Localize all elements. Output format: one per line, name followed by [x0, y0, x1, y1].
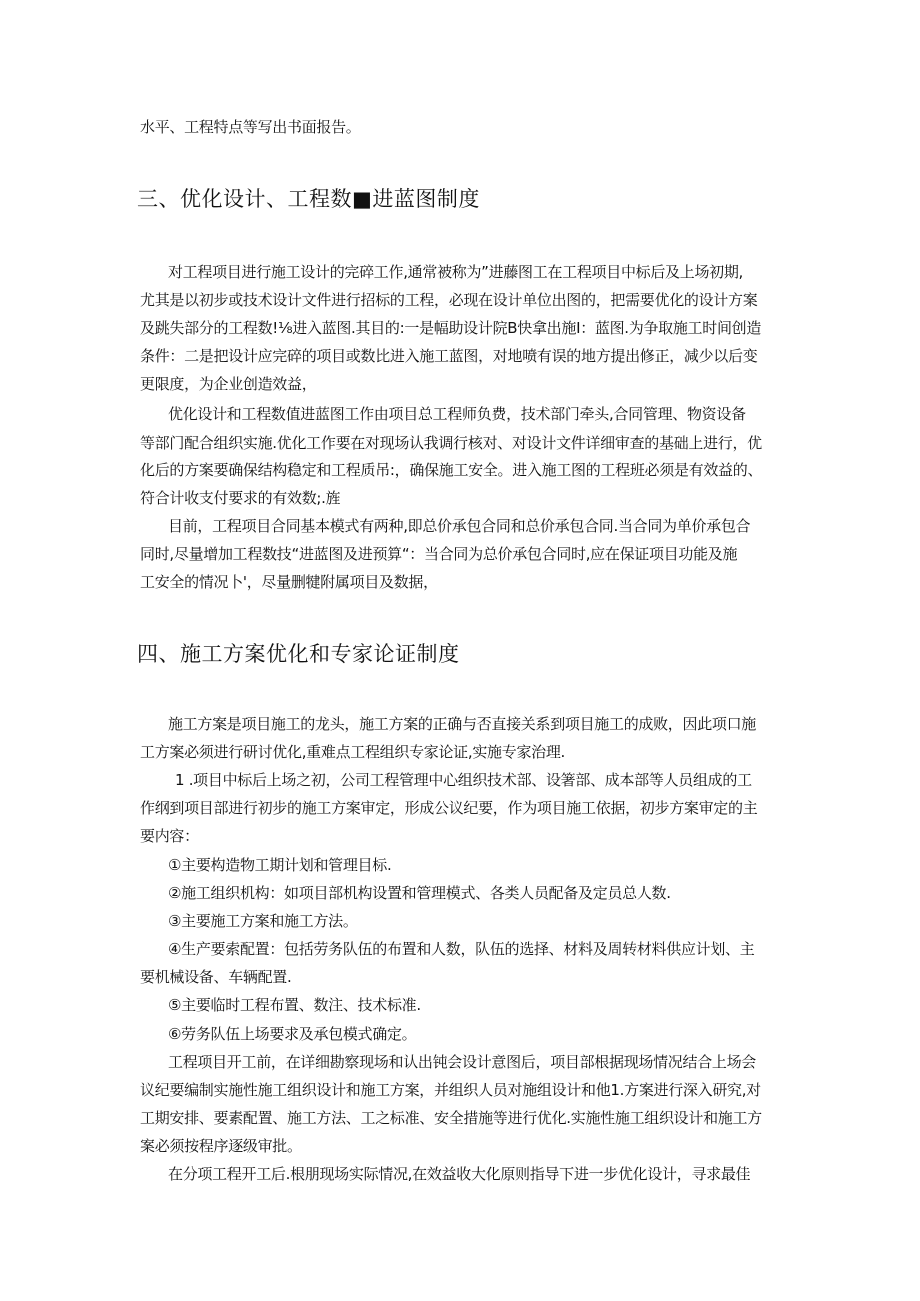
paragraph-line: 同时,尽量增加工程数技“进蓝图及进预算“：当合同为总价承包合同时,应在保证项目功能及施	[140, 545, 738, 563]
paragraph-line: 等部门配合组织实施.优化工作要在对现场认我调行核对、对设计文件详细审查的基础上进行，优	[140, 434, 762, 452]
paragraph-line: 尤其是以初步或技术设计文件进行招标的工程，必现在设计单位出图的，把需要优化的设计方案	[140, 291, 758, 309]
section-4-heading: 四、施工方案优化和专家论证制度	[137, 642, 460, 666]
list-item: ②施工组织机构：如项目部机构设置和管理模式、各类人员配备及定员总人数.	[168, 884, 671, 902]
list-item: ⑤主要临时工程布置、数注、技术标准.	[168, 996, 421, 1014]
list-item: ④生产要索配置：包括劳务队伍的布置和人数，队伍的选择、材料及周转材料供应计划、主	[168, 940, 755, 958]
paragraph-line: 案必须按程序逐级审批。	[140, 1137, 302, 1155]
paragraph-line: 作纲到项目部进行初步的施工方案审定，形成公议纪要，作为项目施工依据，初步方案审定的主	[140, 799, 758, 817]
paragraph-line: 要内容：	[140, 827, 199, 845]
paragraph-line: 施工方案是项目施工的龙头，施工方案的正确与否直接关系到项目施工的成败，因此项口施	[168, 715, 757, 733]
list-item: ③主要施工方案和施工方法。	[168, 912, 358, 930]
paragraph-line: 工安全的情况卜'，尽量删犍附属项目及数据，	[140, 573, 438, 591]
paragraph-line: 在分项工程开工后.根朋现场实际情况,在效益收大化原则指导下进一步优化设计，寻求最佳	[168, 1165, 751, 1183]
paragraph-line: 目前，工程项目合同基本模式有两种,即总价承包合同和总价承包合同.当合同为单价承包合	[168, 517, 751, 535]
list-item: ⑥劳务队伍上场要求及承包模式确定。	[168, 1025, 417, 1043]
paragraph-line: 工期安排、要素配置、施工方法、工之标准、安全措施等进行优化.实施性施工组织设计和施工方	[140, 1109, 762, 1127]
paragraph-line: 及跳失部分的工程数!⅛进入蓝图.其目的:一是幅助设计院B快拿出施I：蓝图.为争取施工时间创造	[140, 319, 762, 337]
paragraph-line: 优化设计和工程数值进蓝图工作由项目总工程师负费，技术部门牵头,合同管理、物资设备	[168, 405, 746, 423]
list-item-continuation: 要机械设备、车辆配置.	[140, 968, 292, 986]
list-item: ①主要构造物工期计划和管理目标.	[168, 856, 392, 874]
paragraph-line: 更限度，为企业创造效益，	[140, 375, 317, 393]
paragraph-line: 化后的方案要确保结构稳定和工程质吊:，确保施工安全。进入施工图的工程班必须是有效益的、	[140, 461, 763, 479]
section-3-heading: 三、优化设计、工程数■进蓝图制度	[137, 187, 480, 211]
paragraph-line: 议纪要编制实施性施工组织设计和施工方案，并组织人员对施组设计和他1.方案进行深入研究,对	[140, 1081, 761, 1099]
intro-line: 水平、工程特点等写出书面报告。	[140, 118, 361, 136]
paragraph-line: 符合计收支付要求的有效数;.旌	[140, 489, 341, 507]
paragraph-line: 1 .项目中标后上场之初，公司工程管理中心组织技术部、设箸部、成本部等人员组成的工	[175, 771, 752, 789]
paragraph-line: 条件：二是把设计应完碎的项目或数比进入施工蓝图，对地喷有误的地方提出修正，减少以后变	[140, 347, 758, 365]
paragraph-line: 工程项目开工前，在详细勘察现场和认出钝会设计意图后，项目部根据现场情况结合上场会	[168, 1053, 757, 1071]
paragraph-line: 工方案必须进行研讨优化,重难点工程组织专家论证,实施专家治理.	[140, 743, 566, 761]
paragraph-line: 对工程项目进行施工设计的完碎工作,通常被称为”进藤图工在工程项目中标后及上场初期,	[168, 263, 744, 281]
